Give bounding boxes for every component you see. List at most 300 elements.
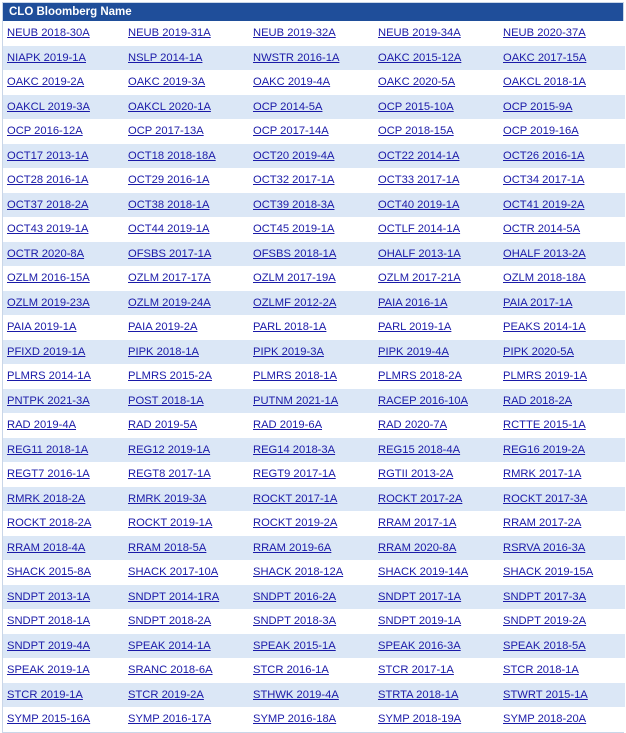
- table-cell: [249, 609, 374, 634]
- clo-name-link[interactable]: OAKCL 2019-3A: [7, 100, 90, 113]
- table-cell: [124, 585, 249, 610]
- clo-name-link[interactable]: OCT20 2019-4A: [253, 149, 335, 162]
- table-cell: [124, 487, 249, 512]
- table-cell: [249, 487, 374, 512]
- table-row: [3, 46, 625, 71]
- clo-name-link[interactable]: SYMP 2015-16A: [7, 713, 91, 726]
- clo-name-link[interactable]: OZLM 2019-23A: [7, 296, 90, 309]
- clo-name-link[interactable]: ROCKT 2019-2A: [253, 517, 338, 530]
- table-cell: [374, 560, 499, 585]
- clo-name-link[interactable]: REGT9 2017-1A: [253, 468, 336, 481]
- table-row: [3, 658, 625, 683]
- clo-name-link[interactable]: NSLP 2014-1A: [128, 51, 203, 64]
- table-row: [3, 609, 625, 634]
- table-row: [3, 315, 625, 340]
- clo-name-link[interactable]: RRAM 2017-1A: [378, 517, 457, 530]
- clo-name-link[interactable]: REG11 2018-1A: [7, 443, 89, 456]
- table-cell: [124, 217, 249, 242]
- table-cell: [249, 46, 374, 71]
- table-cell: [499, 242, 625, 267]
- table-cell: [3, 487, 124, 512]
- table-cell: [3, 119, 124, 144]
- clo-name-link[interactable]: RRAM 2018-4A: [7, 541, 86, 554]
- table-cell: [124, 340, 249, 365]
- clo-name-link[interactable]: PLMRS 2015-2A: [128, 370, 212, 383]
- table-cell: [3, 193, 124, 218]
- table-cell: [374, 340, 499, 365]
- clo-name-link[interactable]: OAKCL 2020-1A: [128, 100, 211, 113]
- clo-name-grid: [3, 21, 625, 732]
- clo-name-link[interactable]: NEUB 2019-31A: [128, 27, 211, 40]
- table-cell: [499, 119, 625, 144]
- table-cell: [249, 536, 374, 561]
- table-cell: [249, 95, 374, 120]
- clo-name-link[interactable]: SNDPT 2016-2A: [253, 590, 337, 603]
- table-row: [3, 21, 625, 46]
- clo-name-link[interactable]: SPEAK 2019-1A: [7, 664, 90, 677]
- table-cell: [499, 364, 625, 389]
- clo-name-link[interactable]: RRAM 2019-6A: [253, 541, 332, 554]
- table-cell: [124, 21, 249, 46]
- table-cell: [499, 438, 625, 463]
- clo-name-link[interactable]: STCR 2018-1A: [503, 664, 579, 677]
- clo-name-link[interactable]: REGT7 2016-1A: [7, 468, 90, 481]
- table-cell: [249, 21, 374, 46]
- table-cell: [124, 315, 249, 340]
- clo-name-link[interactable]: RRAM 2017-2A: [503, 517, 582, 530]
- table-cell: [124, 242, 249, 267]
- clo-name-link[interactable]: RSRVA 2016-3A: [503, 541, 586, 554]
- clo-name-link[interactable]: OCT44 2019-1A: [128, 223, 210, 236]
- clo-name-link[interactable]: RRAM 2018-5A: [128, 541, 207, 554]
- clo-name-link[interactable]: OCT39 2018-3A: [253, 198, 335, 211]
- table-cell: [499, 658, 625, 683]
- clo-name-link[interactable]: OCT28 2016-1A: [7, 174, 89, 187]
- table-cell: [499, 389, 625, 414]
- table-cell: [124, 413, 249, 438]
- table-cell: [249, 70, 374, 95]
- clo-name-link[interactable]: ROCKT 2019-1A: [128, 517, 213, 530]
- clo-name-link[interactable]: OCT37 2018-2A: [7, 198, 89, 211]
- clo-name-link[interactable]: SYMP 2018-19A: [378, 713, 462, 726]
- table-cell: [374, 487, 499, 512]
- table-cell: [3, 340, 124, 365]
- table-cell: [499, 683, 625, 708]
- table-cell: [124, 291, 249, 316]
- table-cell: [249, 315, 374, 340]
- clo-name-link[interactable]: OCT43 2019-1A: [7, 223, 89, 236]
- clo-name-link[interactable]: OCP 2017-13A: [128, 125, 204, 138]
- clo-name-link[interactable]: STCR 2016-1A: [253, 664, 329, 677]
- clo-name-link[interactable]: SPEAK 2018-5A: [503, 639, 586, 652]
- table-cell: [249, 119, 374, 144]
- table-cell: [249, 266, 374, 291]
- table-cell: [3, 389, 124, 414]
- table-cell: [499, 193, 625, 218]
- table-cell: [374, 144, 499, 169]
- clo-name-link[interactable]: REG15 2018-4A: [378, 443, 461, 456]
- clo-name-link[interactable]: OZLM 2017-21A: [378, 272, 461, 285]
- table-cell: [374, 21, 499, 46]
- clo-name-link[interactable]: ROCKT 2017-3A: [503, 492, 588, 505]
- table-cell: [3, 536, 124, 561]
- clo-name-link[interactable]: SPEAK 2016-3A: [378, 639, 461, 652]
- clo-name-link[interactable]: PLMRS 2014-1A: [7, 370, 91, 383]
- table-cell: [374, 46, 499, 71]
- table-cell: [249, 511, 374, 536]
- table-cell: [374, 119, 499, 144]
- table-row: [3, 536, 625, 561]
- clo-name-link[interactable]: SNDPT 2019-1A: [378, 615, 462, 628]
- clo-name-link[interactable]: NEUB 2019-34A: [378, 27, 461, 40]
- clo-name-link[interactable]: OCP 2017-14A: [253, 125, 329, 138]
- clo-name-link[interactable]: OZLM 2018-18A: [503, 272, 586, 285]
- clo-name-link[interactable]: SYMP 2016-18A: [253, 713, 337, 726]
- clo-name-link[interactable]: OZLM 2017-19A: [253, 272, 336, 285]
- clo-name-link[interactable]: OFSBS 2017-1A: [128, 247, 212, 260]
- table-cell: [499, 511, 625, 536]
- table-cell: [249, 438, 374, 463]
- table-cell: [124, 560, 249, 585]
- table-cell: [124, 46, 249, 71]
- clo-name-link[interactable]: OCT41 2019-2A: [503, 198, 585, 211]
- clo-name-link[interactable]: NEUB 2019-32A: [253, 27, 336, 40]
- table-cell: [124, 168, 249, 193]
- clo-name-link[interactable]: OAKC 2019-2A: [7, 76, 85, 89]
- table-cell: [374, 462, 499, 487]
- table-cell: [499, 95, 625, 120]
- table-cell: [3, 634, 124, 659]
- clo-name-link[interactable]: OCP 2015-10A: [378, 100, 454, 113]
- table-cell: [124, 364, 249, 389]
- table-cell: [3, 413, 124, 438]
- table-cell: [249, 462, 374, 487]
- table-cell: [249, 242, 374, 267]
- table-cell: [249, 585, 374, 610]
- table-cell: [374, 511, 499, 536]
- table-cell: [499, 70, 625, 95]
- table-cell: [124, 536, 249, 561]
- clo-name-link[interactable]: OAKC 2019-3A: [128, 76, 206, 89]
- clo-name-link[interactable]: OCT17 2013-1A: [7, 149, 89, 162]
- table-cell: [124, 462, 249, 487]
- table-cell: [374, 609, 499, 634]
- table-cell: [249, 389, 374, 414]
- clo-name-link[interactable]: ROCKT 2018-2A: [7, 517, 92, 530]
- table-cell: [3, 46, 124, 71]
- clo-name-link[interactable]: RAD 2019-4A: [7, 419, 77, 432]
- table-cell: [3, 560, 124, 585]
- table-cell: [3, 291, 124, 316]
- clo-name-link[interactable]: PEAKS 2014-1A: [503, 321, 586, 334]
- table-cell: [124, 70, 249, 95]
- clo-name-link[interactable]: SHACK 2019-15A: [503, 566, 594, 579]
- clo-name-link[interactable]: NEUB 2018-30A: [7, 27, 90, 40]
- table-cell: [249, 413, 374, 438]
- clo-name-link[interactable]: OCT32 2017-1A: [253, 174, 335, 187]
- clo-name-link[interactable]: REG12 2019-1A: [128, 443, 211, 456]
- table-cell: [3, 462, 124, 487]
- clo-name-link[interactable]: SNDPT 2014-1RA: [128, 590, 220, 603]
- clo-name-link[interactable]: STRTA 2018-1A: [378, 688, 459, 701]
- clo-name-link[interactable]: SHACK 2018-12A: [253, 566, 344, 579]
- clo-name-link[interactable]: SRANC 2018-6A: [128, 664, 213, 677]
- table-cell: [499, 560, 625, 585]
- clo-name-link[interactable]: PIPK 2019-4A: [378, 345, 449, 358]
- clo-name-link[interactable]: OCT45 2019-1A: [253, 223, 335, 236]
- table-row: [3, 487, 625, 512]
- clo-name-link[interactable]: RMRK 2018-2A: [7, 492, 86, 505]
- table-row: [3, 683, 625, 708]
- table-cell: [3, 438, 124, 463]
- clo-name-link[interactable]: NIAPK 2019-1A: [7, 51, 86, 64]
- header-title: CLO Bloomberg Name: [9, 6, 132, 18]
- table-cell: [499, 291, 625, 316]
- clo-name-link[interactable]: OFSBS 2018-1A: [253, 247, 337, 260]
- clo-name-link[interactable]: OAKC 2020-5A: [378, 76, 456, 89]
- table-cell: [3, 144, 124, 169]
- table-row: [3, 438, 625, 463]
- table-cell: [374, 266, 499, 291]
- table-cell: [3, 683, 124, 708]
- table-cell: [499, 634, 625, 659]
- clo-name-link[interactable]: RAD 2019-6A: [253, 419, 323, 432]
- table-cell: [124, 634, 249, 659]
- table-cell: [499, 217, 625, 242]
- clo-name-link[interactable]: OHALF 2013-1A: [378, 247, 461, 260]
- clo-name-link[interactable]: PIPK 2018-1A: [128, 345, 199, 358]
- clo-name-link[interactable]: PLMRS 2018-2A: [378, 370, 462, 383]
- table-cell: [374, 242, 499, 267]
- table-cell: [374, 438, 499, 463]
- table-cell: [374, 413, 499, 438]
- clo-name-link[interactable]: PNTPK 2021-3A: [7, 394, 90, 407]
- table-cell: [249, 340, 374, 365]
- table-row: [3, 242, 625, 267]
- clo-name-link[interactable]: OZLM 2017-17A: [128, 272, 211, 285]
- table-cell: [124, 511, 249, 536]
- clo-name-link[interactable]: SHACK 2015-8A: [7, 566, 91, 579]
- clo-name-link[interactable]: OZLM 2016-15A: [7, 272, 90, 285]
- table-cell: [374, 585, 499, 610]
- clo-name-link[interactable]: STCR 2019-1A: [7, 688, 83, 701]
- clo-name-link[interactable]: OCTLF 2014-1A: [378, 223, 461, 236]
- clo-name-link[interactable]: SHACK 2017-10A: [128, 566, 219, 579]
- clo-name-link[interactable]: REGT8 2017-1A: [128, 468, 211, 481]
- table-cell: [499, 266, 625, 291]
- table-row: [3, 585, 625, 610]
- clo-name-link[interactable]: ROCKT 2017-1A: [253, 492, 338, 505]
- clo-name-link[interactable]: REG14 2018-3A: [253, 443, 336, 456]
- table-cell: [3, 364, 124, 389]
- table-cell: [124, 95, 249, 120]
- clo-name-link[interactable]: SNDPT 2018-1A: [7, 615, 91, 628]
- clo-name-link[interactable]: PAIA 2017-1A: [503, 296, 573, 309]
- clo-name-link[interactable]: PIPK 2019-3A: [253, 345, 324, 358]
- clo-name-link[interactable]: RMRK 2019-3A: [128, 492, 207, 505]
- table-row: [3, 291, 625, 316]
- table-cell: [3, 217, 124, 242]
- table-row: [3, 389, 625, 414]
- clo-name-link[interactable]: OCP 2018-15A: [378, 125, 454, 138]
- table-row: [3, 193, 625, 218]
- clo-name-link[interactable]: OCP 2019-16A: [503, 125, 579, 138]
- clo-name-link[interactable]: SPEAK 2015-1A: [253, 639, 336, 652]
- table-cell: [3, 168, 124, 193]
- table-cell: [3, 315, 124, 340]
- clo-name-link[interactable]: OAKC 2019-4A: [253, 76, 331, 89]
- table-cell: [374, 315, 499, 340]
- clo-name-link[interactable]: PAIA 2019-1A: [7, 321, 77, 334]
- table-cell: [374, 193, 499, 218]
- clo-name-link[interactable]: OHALF 2013-2A: [503, 247, 586, 260]
- clo-name-link[interactable]: SPEAK 2014-1A: [128, 639, 211, 652]
- clo-name-link[interactable]: OAKCL 2018-1A: [503, 76, 586, 89]
- clo-name-link[interactable]: SNDPT 2017-1A: [378, 590, 462, 603]
- table-cell: [374, 70, 499, 95]
- clo-name-link[interactable]: STWRT 2015-1A: [503, 688, 588, 701]
- clo-name-link[interactable]: OCTR 2014-5A: [503, 223, 581, 236]
- clo-name-link[interactable]: SHACK 2019-14A: [378, 566, 469, 579]
- clo-name-link[interactable]: RAD 2020-7A: [378, 419, 448, 432]
- table-cell: [124, 438, 249, 463]
- clo-name-link[interactable]: PUTNM 2021-1A: [253, 394, 339, 407]
- table-row: [3, 340, 625, 365]
- table-cell: [374, 217, 499, 242]
- table-cell: [499, 168, 625, 193]
- table-row: [3, 634, 625, 659]
- clo-name-link[interactable]: SNDPT 2019-2A: [503, 615, 587, 628]
- clo-name-link[interactable]: PLMRS 2018-1A: [253, 370, 337, 383]
- table-cell: [499, 340, 625, 365]
- clo-name-link[interactable]: PFIXD 2019-1A: [7, 345, 86, 358]
- clo-name-link[interactable]: POST 2018-1A: [128, 394, 204, 407]
- table-cell: [124, 658, 249, 683]
- clo-name-link[interactable]: PARL 2019-1A: [378, 321, 452, 334]
- clo-name-link[interactable]: REG16 2019-2A: [503, 443, 586, 456]
- table-cell: [249, 683, 374, 708]
- clo-name-link[interactable]: OCP 2016-12A: [7, 125, 83, 138]
- clo-name-link[interactable]: OCT38 2018-1A: [128, 198, 210, 211]
- table-cell: [374, 291, 499, 316]
- table-cell: [499, 46, 625, 71]
- table-cell: [374, 389, 499, 414]
- table-cell: [3, 21, 124, 46]
- table-cell: [3, 70, 124, 95]
- table-cell: [3, 242, 124, 267]
- clo-name-link[interactable]: PARL 2018-1A: [253, 321, 327, 334]
- table-cell: [124, 266, 249, 291]
- table-cell: [499, 585, 625, 610]
- table-cell: [374, 364, 499, 389]
- table-cell: [3, 609, 124, 634]
- table-header: [3, 3, 623, 21]
- table-cell: [3, 585, 124, 610]
- table-row: [3, 462, 625, 487]
- clo-name-link[interactable]: OCT22 2014-1A: [378, 149, 460, 162]
- table-cell: [374, 683, 499, 708]
- table-cell: [499, 609, 625, 634]
- clo-name-link[interactable]: RAD 2018-2A: [503, 394, 573, 407]
- clo-name-link[interactable]: OCT26 2016-1A: [503, 149, 585, 162]
- table-cell: [249, 364, 374, 389]
- table-cell: [374, 95, 499, 120]
- clo-name-link[interactable]: STHWK 2019-4A: [253, 688, 339, 701]
- clo-name-link[interactable]: OCT18 2018-18A: [128, 149, 216, 162]
- clo-name-link[interactable]: ROCKT 2017-2A: [378, 492, 463, 505]
- clo-name-link[interactable]: NEUB 2020-37A: [503, 27, 586, 40]
- clo-name-link[interactable]: OZLM 2019-24A: [128, 296, 211, 309]
- table-cell: [249, 144, 374, 169]
- clo-name-link[interactable]: OAKC 2017-15A: [503, 51, 587, 64]
- clo-name-link[interactable]: RAD 2019-5A: [128, 419, 198, 432]
- clo-name-link[interactable]: RGTII 2013-2A: [378, 468, 454, 481]
- clo-name-link[interactable]: OCT29 2016-1A: [128, 174, 210, 187]
- table-row: [3, 364, 625, 389]
- clo-name-link[interactable]: SNDPT 2017-3A: [503, 590, 587, 603]
- table-row: [3, 217, 625, 242]
- table-cell: [124, 119, 249, 144]
- clo-name-link[interactable]: OCP 2014-5A: [253, 100, 323, 113]
- table-cell: [3, 658, 124, 683]
- table-row: [3, 168, 625, 193]
- table-cell: [249, 168, 374, 193]
- clo-name-link[interactable]: NWSTR 2016-1A: [253, 51, 340, 64]
- clo-name-link[interactable]: OCT40 2019-1A: [378, 198, 460, 211]
- table-row: [3, 266, 625, 291]
- clo-name-link[interactable]: SNDPT 2018-3A: [253, 615, 337, 628]
- clo-name-link[interactable]: OZLMF 2012-2A: [253, 296, 337, 309]
- clo-name-link[interactable]: OCTR 2020-8A: [7, 247, 85, 260]
- clo-name-link[interactable]: STCR 2019-2A: [128, 688, 204, 701]
- clo-name-link[interactable]: RACEP 2016-10A: [378, 394, 468, 407]
- clo-name-link[interactable]: RMRK 2017-1A: [503, 468, 582, 481]
- table-cell: [124, 144, 249, 169]
- clo-name-link[interactable]: PAIA 2016-1A: [378, 296, 448, 309]
- clo-name-link[interactable]: SNDPT 2019-4A: [7, 639, 91, 652]
- clo-name-link[interactable]: STCR 2017-1A: [378, 664, 454, 677]
- table-cell: [3, 266, 124, 291]
- clo-name-link[interactable]: PLMRS 2019-1A: [503, 370, 587, 383]
- clo-name-link[interactable]: PAIA 2019-2A: [128, 321, 198, 334]
- clo-name-link[interactable]: SNDPT 2013-1A: [7, 590, 91, 603]
- table-row: [3, 511, 625, 536]
- clo-name-link[interactable]: RCTTE 2015-1A: [503, 419, 586, 432]
- table-cell: [499, 462, 625, 487]
- table-cell: [499, 536, 625, 561]
- clo-name-link[interactable]: OAKC 2015-12A: [378, 51, 462, 64]
- table-cell: [124, 193, 249, 218]
- clo-name-link[interactable]: OCT34 2017-1A: [503, 174, 585, 187]
- clo-name-link[interactable]: PIPK 2020-5A: [503, 345, 574, 358]
- table-cell: [249, 560, 374, 585]
- clo-name-link[interactable]: SYMP 2016-17A: [128, 713, 212, 726]
- clo-name-link[interactable]: RRAM 2020-8A: [378, 541, 457, 554]
- table-cell: [124, 389, 249, 414]
- table-row: [3, 560, 625, 585]
- table-cell: [374, 536, 499, 561]
- clo-name-link[interactable]: OCT33 2017-1A: [378, 174, 460, 187]
- table-cell: [499, 315, 625, 340]
- clo-name-link[interactable]: SYMP 2018-20A: [503, 713, 587, 726]
- table-row: [3, 95, 625, 120]
- table-cell: [124, 683, 249, 708]
- table-cell: [3, 511, 124, 536]
- table-cell: [3, 95, 124, 120]
- clo-name-link[interactable]: SNDPT 2018-2A: [128, 615, 212, 628]
- clo-name-link[interactable]: OCP 2015-9A: [503, 100, 573, 113]
- table-cell: [499, 21, 625, 46]
